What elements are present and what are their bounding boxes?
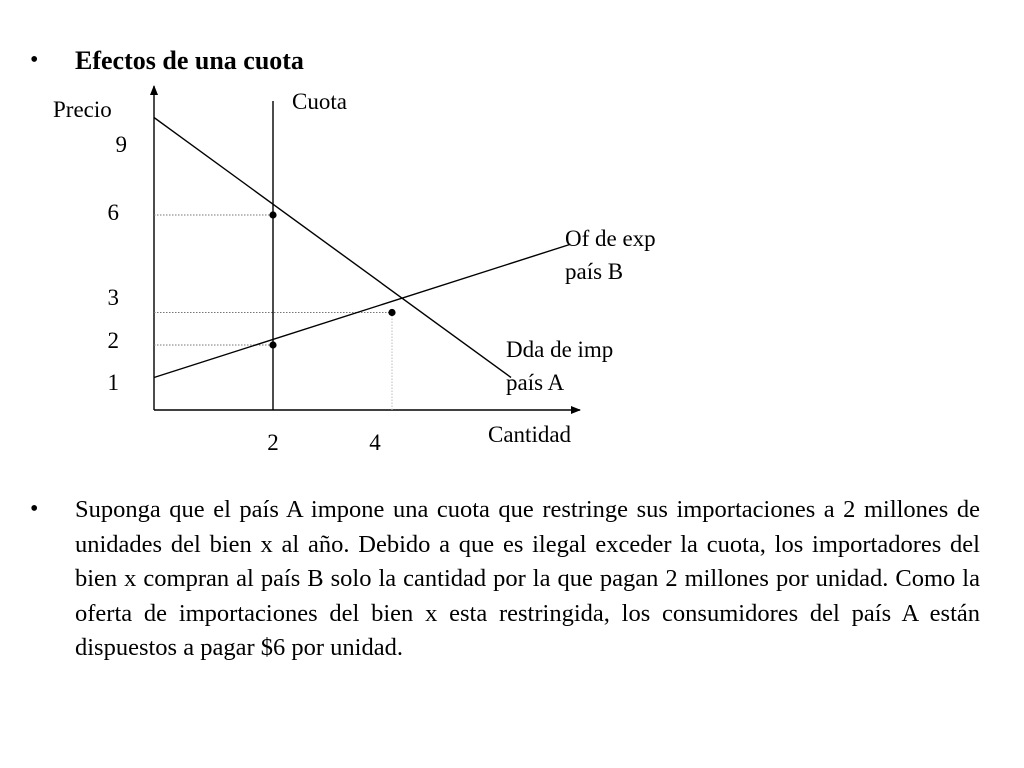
point-quota-supply (269, 341, 276, 348)
bullet-icon: • (30, 47, 39, 73)
y-axis-label: Precio (53, 97, 112, 122)
quota-label: Cuota (292, 89, 347, 114)
x-tick-label: 4 (369, 430, 381, 455)
y-tick-label: 3 (107, 285, 119, 310)
y-tick-label: 2 (107, 328, 119, 353)
slide-title: Efectos de una cuota (75, 46, 304, 75)
point-quota-demand (269, 211, 276, 218)
bullet-icon: • (30, 496, 39, 522)
demand-label-line1: Dda de imp (506, 337, 614, 362)
y-tick-label: 6 (107, 200, 119, 225)
supply-label-line1: Of de exp (565, 226, 656, 251)
x-tick-label: 2 (267, 430, 279, 455)
explanation-paragraph: Suponga que el país A impone una cuota que restringe sus importaciones a 2 millones de unidades del bien x al año. Debido a que es ilegal exceder la cuota, los importadores del bien x compran al país B solo la cantidad por la que pagan 2 millones por unidad. Como la oferta de importaciones del bien x esta restringida, los consumidores del país A están dispuestos a pagar $6 por unidad. (75, 496, 980, 661)
paragraph-row (30, 493, 980, 666)
supply-label-line2: país B (565, 259, 624, 284)
y-tick-label: 9 (115, 132, 127, 157)
point-equilibrium (388, 309, 395, 316)
y-tick-label: 1 (107, 370, 119, 395)
demand-line (154, 118, 511, 378)
x-axis-label: Cantidad (488, 422, 572, 447)
demand-label-line2: país A (506, 370, 565, 395)
